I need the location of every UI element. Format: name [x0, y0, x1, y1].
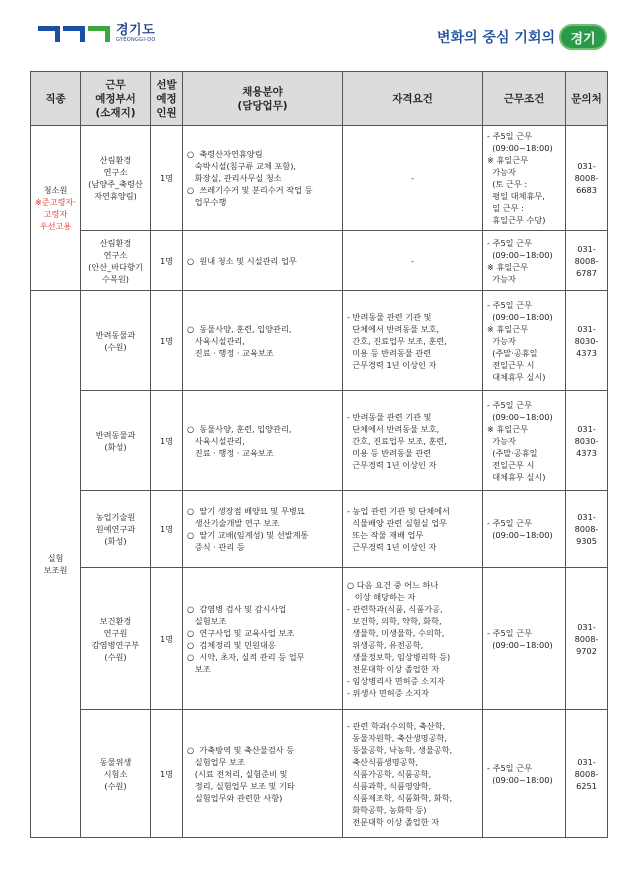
condition-line: 가능자 — [487, 335, 516, 346]
department-line: (안산_바다향기 — [88, 261, 143, 272]
department-line: 연구소 — [103, 249, 128, 260]
condition-line: 전일근무 시 — [487, 359, 535, 370]
qualification-line: 근무경력 1년 이상인 자 — [347, 542, 437, 552]
condition-line: 대체휴무 실시) — [487, 471, 546, 482]
duty-line: ○ 동물사양, 훈련, 입양관리, — [187, 423, 292, 434]
column-header — [151, 72, 183, 126]
department-cell — [81, 568, 151, 710]
headcount-cell — [151, 710, 183, 838]
department-line: (화성) — [104, 536, 127, 546]
department-line: 자연휴양림) — [94, 191, 137, 201]
qualification-line: 근무경력 1년 이상인 자 — [347, 359, 437, 370]
duty-line: 화장실, 관리사무실 청소 — [187, 173, 282, 183]
headcount: 1명 — [159, 173, 174, 183]
contact-cell — [566, 491, 608, 568]
duty-line: ○ 감염병 검사 및 감시사업 — [187, 603, 287, 614]
duty-line: 보조 — [187, 663, 211, 674]
table-row — [31, 568, 608, 710]
qualification-line: 보건학, 의학, 약학, 화학, — [347, 615, 442, 626]
contact-line: 031-8008- — [574, 161, 599, 183]
slogan — [437, 24, 607, 50]
condition-line: - 주5일 근무 — [487, 299, 533, 310]
department-line: (남양주_축령산 — [88, 179, 143, 189]
qualification-line: 전문대학 이상 졸업한 자 — [347, 816, 440, 827]
condition-line: ※ 휴일근무 — [487, 155, 529, 165]
column-header-line: 예정부서 — [95, 92, 136, 105]
recruitment-table — [30, 71, 608, 838]
condition-line: 전일근무 시 — [487, 459, 535, 470]
column-header-line: 예정 — [156, 92, 177, 105]
column-header-line: 선발 — [156, 78, 177, 91]
duty-line: ○ 시약, 초자, 실적 관리 등 업무 — [187, 651, 305, 662]
duty-cell — [183, 568, 343, 710]
contact-line: 9702 — [576, 645, 597, 656]
headcount: 1명 — [159, 435, 174, 446]
condition-line: - 주5일 근무 — [487, 399, 533, 410]
column-header — [343, 72, 483, 126]
qualification-line: 식품가공학, 식품공학, — [347, 768, 432, 779]
headcount-cell — [151, 491, 183, 568]
duty-line: 업무수행 — [187, 197, 227, 207]
department-cell — [81, 126, 151, 231]
condition-line: ※ 휴일근무 — [487, 423, 529, 434]
table-row — [31, 231, 608, 291]
contact-line: 6251 — [576, 780, 597, 791]
contact-line: 031-8008- — [574, 512, 599, 534]
headcount-cell — [151, 126, 183, 231]
condition-line: (09:00~18:00) — [487, 411, 553, 422]
department-line: 연구소 — [103, 167, 128, 177]
job-type: 실험 — [47, 553, 64, 563]
qualification-cell — [343, 710, 483, 838]
headcount-cell — [151, 291, 183, 391]
contact-line: 6787 — [576, 267, 597, 278]
condition-line: (09:00~18:00) — [487, 311, 553, 322]
condition-line: 휴일근무 수당) — [487, 215, 546, 225]
work-condition-cell — [483, 126, 566, 231]
condition-line: 일 근무 : — [487, 203, 524, 213]
duty-line: 진료 · 행정 · 교육보조 — [187, 447, 274, 458]
department-line: 감염병연구부 — [91, 639, 140, 650]
duty-line: 실험업무와 관련한 사항) — [187, 792, 283, 803]
condition-line: ※ 휴일근무 — [487, 323, 529, 334]
department-line: 시험소 — [103, 768, 128, 779]
column-header-line: 인원 — [156, 106, 177, 119]
condition-line: (토 근무 : — [487, 179, 528, 189]
duty-line: ○ 검체정리 및 민원대응 — [187, 639, 276, 650]
contact-line: 9305 — [576, 536, 597, 546]
qualification-line: 미용 등 반려동물 관련 — [347, 447, 432, 458]
job-priority-note: ※준고령자· — [34, 197, 77, 207]
qualification-line: - 반려동물 관련 기관 및 — [347, 411, 432, 422]
qualification-line: - 반려동물 관련 기관 및 — [347, 311, 432, 322]
duty-cell — [183, 710, 343, 838]
duty-line: ○ 딸기 교배(임계성) 및 선발계통 — [187, 530, 309, 540]
headcount-cell — [151, 231, 183, 291]
department-line: 수목원) — [102, 273, 129, 284]
column-header — [31, 72, 81, 126]
condition-line: ※ 휴일근무 — [487, 261, 529, 272]
duty-line: ○ 가축방역 및 축산물검사 등 — [187, 744, 295, 755]
qualification-cell — [343, 568, 483, 710]
condition-line: - 주5일 근무 — [487, 762, 533, 773]
table-header-row — [31, 72, 608, 126]
contact-line: 4373 — [576, 347, 597, 358]
contact-line: 6683 — [576, 185, 597, 195]
work-condition-cell — [483, 491, 566, 568]
condition-line: 평일 대체휴무, — [487, 191, 545, 201]
qualification-line: ○ 다음 요건 중 어느 하나 — [347, 579, 439, 590]
column-header-line: (담당업무) — [237, 99, 288, 112]
duty-line: ○ 축령산자연휴양림 — [187, 149, 263, 159]
contact-line: 031-8030- — [574, 323, 599, 346]
qualification-cell — [343, 126, 483, 231]
qualification-line: 축산식품생명공학, — [347, 756, 419, 767]
qualification-line: - 위생사 면허증 소지자 — [347, 687, 429, 698]
duty-line: ○ 쓰레기수거 및 분리수거 작업 등 — [187, 185, 313, 195]
duty-line: 숙박시설(침구류 교체 포함), — [187, 161, 297, 171]
contact-line: 031-8008- — [574, 756, 599, 779]
job-type: 청소원 — [43, 185, 68, 195]
qualification-line: 식물배양 관련 실험실 업무 — [347, 518, 448, 528]
headcount: 1명 — [159, 633, 174, 644]
condition-line: (09:00~18:00) — [487, 143, 553, 153]
column-header — [483, 72, 566, 126]
headcount-cell — [151, 391, 183, 491]
department-line: 보건환경 — [99, 615, 132, 626]
work-condition-cell — [483, 391, 566, 491]
qualification-line: - 임상병리사 면허증 소지자 — [347, 675, 445, 686]
department-line: 동물위생 — [99, 756, 132, 767]
department-line: 농업기술원 — [95, 512, 136, 522]
duty-line: ○ 원내 청소 및 시설관리 업무 — [187, 255, 297, 266]
condition-line: (09:00~18:00) — [487, 774, 553, 785]
duty-line: (시료 전처리, 실험준비 및 — [187, 768, 288, 779]
column-header-line: 직종 — [45, 92, 66, 105]
job-type: 보조원 — [43, 565, 68, 575]
condition-line: - 주5일 근무 — [487, 131, 533, 141]
work-condition-cell — [483, 568, 566, 710]
duty-line: 사육시설관리, — [187, 435, 245, 446]
condition-line: - 주5일 근무 — [487, 627, 533, 638]
qualification-cell — [343, 491, 483, 568]
condition-line: 대체휴무 실시) — [487, 371, 546, 382]
qualification-line: 이상 해당하는 자 — [347, 591, 416, 602]
duty-line: 실험업무 보조 — [187, 756, 245, 767]
logo-english: GYEONGGI-DO — [116, 37, 156, 43]
qualification-line: 간호, 진료업무 보조, 훈련, — [347, 435, 447, 446]
duty-cell — [183, 231, 343, 291]
qualification-line: 생물학, 미생물학, 수의학, — [347, 627, 445, 638]
qualification-line: 단체에서 반려동물 보호, — [347, 323, 440, 334]
qualification-line: 식품제조학, 식품화학, 화학, — [347, 792, 453, 803]
contact-line: 4373 — [576, 447, 597, 458]
qualification-line: 근무경력 1년 이상인 자 — [347, 459, 437, 470]
condition-line: - 주5일 근무 — [487, 518, 533, 528]
department-line: 원예연구과 — [95, 524, 136, 534]
duty-cell — [183, 291, 343, 391]
contact-cell — [566, 710, 608, 838]
table-row — [31, 291, 608, 391]
department-line: 반려동물과 — [95, 429, 136, 440]
table-row — [31, 491, 608, 568]
condition-line: (09:00~18:00) — [487, 530, 553, 540]
department-line: (수원) — [104, 341, 127, 352]
duty-cell — [183, 391, 343, 491]
headcount: 1명 — [159, 255, 174, 266]
column-header-line: (소재지) — [95, 106, 136, 119]
qualification-line: 또는 작물 재배 업무 — [347, 530, 424, 540]
department-line: 산림환경 — [99, 155, 132, 165]
qualification-line: 단체에서 반려동물 보호, — [347, 423, 440, 434]
condition-line: 가능자 — [487, 273, 516, 284]
contact-cell — [566, 126, 608, 231]
table-row — [31, 391, 608, 491]
column-header-line: 자격요건 — [392, 92, 433, 105]
condition-line: (주말·공휴일 — [487, 447, 538, 458]
condition-line: (09:00~18:00) — [487, 639, 553, 650]
job-priority-note: 고령자 — [43, 209, 68, 219]
column-header — [81, 72, 151, 126]
contact-cell — [566, 568, 608, 710]
qualification-line: 위생공학, 유전공학, — [347, 639, 424, 650]
duty-line: 사육시설관리, — [187, 335, 245, 346]
duty-line: 증식 · 관리 등 — [187, 542, 245, 552]
job-priority-note: 우선고용 — [39, 221, 72, 231]
contact-cell — [566, 291, 608, 391]
column-header — [566, 72, 608, 126]
work-condition-cell — [483, 710, 566, 838]
qualification-line: - 관련학과(식품, 식품가공, — [347, 603, 443, 614]
department-cell — [81, 391, 151, 491]
gyeonggi-logo — [38, 24, 156, 43]
qualification-cell — [343, 391, 483, 491]
condition-line: (주말·공휴일 — [487, 347, 538, 358]
job-type-cell — [31, 126, 81, 291]
column-header-line: 근무 — [105, 78, 126, 91]
qualification-line: 동물공학, 낙농학, 생물공학, — [347, 744, 453, 755]
condition-line: 가능자 — [487, 435, 516, 446]
slogan-text: 변화의 중심 기회의 — [437, 30, 555, 46]
department-line: 연구원 — [103, 627, 128, 638]
duty-line: ○ 연구사업 및 교육사업 보조 — [187, 627, 295, 638]
headcount: 1명 — [159, 335, 174, 346]
page-header — [0, 0, 637, 64]
contact-line: 031-8030- — [574, 423, 599, 446]
duty-line: 생산기술개발 연구 보조 — [187, 518, 280, 528]
duty-cell — [183, 491, 343, 568]
department-cell — [81, 231, 151, 291]
table-row — [31, 710, 608, 838]
qualification-line: 미용 등 반려동물 관련 — [347, 347, 432, 358]
duty-line: 정리, 실험업무 보조 및 기타 — [187, 780, 295, 791]
work-condition-cell — [483, 291, 566, 391]
qualification-line: - — [411, 173, 414, 183]
contact-cell — [566, 231, 608, 291]
qualification-line: 동물자원학, 축산생명공학, — [347, 732, 448, 743]
condition-line: - 주5일 근무 — [487, 237, 533, 248]
condition-line: (09:00~18:00) — [487, 249, 553, 260]
department-line: (수원) — [104, 780, 127, 791]
slogan-badge: 경기 — [559, 24, 607, 50]
contact-line: 031-8008- — [574, 621, 599, 644]
headcount: 1명 — [159, 524, 174, 534]
qualification-line: - — [411, 255, 414, 266]
qualification-line: - 농업 관련 기관 및 단체에서 — [347, 506, 450, 516]
logo-korean: 경기도 — [116, 23, 156, 38]
headcount-cell — [151, 568, 183, 710]
qualification-line: 생물정보학, 임상병리학 등) — [347, 651, 451, 662]
headcount: 1명 — [159, 768, 174, 779]
department-line: (화성) — [104, 441, 127, 452]
qualification-line: 간호, 진료업무 보조, 훈련, — [347, 335, 447, 346]
department-cell — [81, 291, 151, 391]
duty-line: 실험보조 — [187, 615, 227, 626]
contact-cell — [566, 391, 608, 491]
department-cell — [81, 491, 151, 568]
duty-line: ○ 동물사양, 훈련, 입양관리, — [187, 323, 292, 334]
qualification-line: 화학공학, 농화학 등) — [347, 804, 427, 815]
qualification-line: - 관련 학과(수의학, 축산학, — [347, 720, 446, 731]
qualification-line: 전문대학 이상 졸업한 자 — [347, 663, 440, 674]
duty-line: ○ 딸기 생장점 배양묘 및 무병묘 — [187, 506, 305, 516]
work-condition-cell — [483, 231, 566, 291]
column-header — [183, 72, 343, 126]
qualification-cell — [343, 231, 483, 291]
qualification-line: 식품과학, 식품영양학, — [347, 780, 432, 791]
job-type-cell — [31, 291, 81, 838]
column-header-line: 채용분야 — [242, 85, 283, 98]
logo-mark-icon — [38, 26, 110, 42]
department-line: (수원) — [104, 651, 127, 662]
qualification-cell — [343, 291, 483, 391]
department-line: 산림환경 — [99, 237, 132, 248]
duty-line: 진료 · 행정 · 교육보조 — [187, 347, 274, 358]
table-row — [31, 126, 608, 231]
contact-line: 031-8008- — [574, 243, 599, 266]
duty-cell — [183, 126, 343, 231]
column-header-line: 근무조건 — [503, 92, 545, 105]
department-cell — [81, 710, 151, 838]
column-header-line: 문의처 — [571, 92, 602, 105]
condition-line: 가능자 — [487, 167, 516, 177]
department-line: 반려동물과 — [95, 329, 136, 340]
